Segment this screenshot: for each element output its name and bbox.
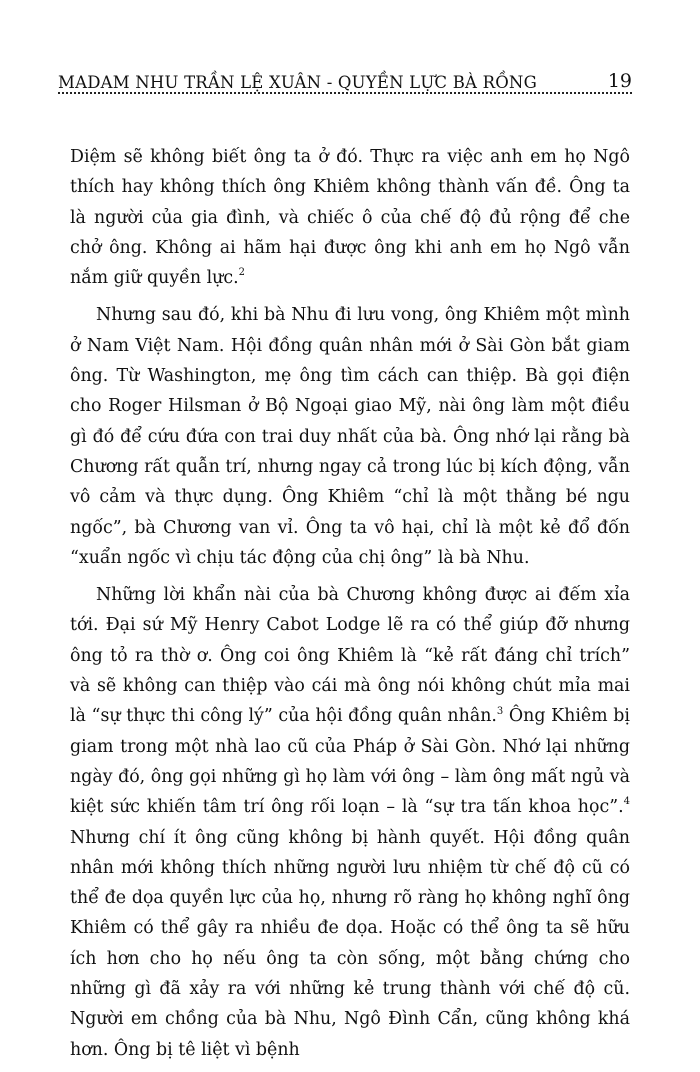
footnote-marker: 3 <box>496 705 504 717</box>
paragraph-text: Ông Khiêm bị giam trong một nhà lao cũ của Pháp ở Sài Gòn. Nhớ lại những ngày đó, ông gọi những gì họ làm với ông – làm ông mất ngủ và kiệt sức khiến tâm trí ông rối loạn – là “sự tra tấn khoa học”. <box>70 706 630 818</box>
footnote-marker: 4 <box>623 796 630 808</box>
paragraph-text: Nhưng sau đó, khi bà Nhu đi lưu vong, ông Khiêm một mình ở Nam Việt Nam. Hội đồng quân nhân mới ở Sài Gòn bắt giam ông. Từ Washington, mẹ ông tìm cách can thiệp. Bà gọi điện cho Roger Hilsman ở Bộ Ngoại giao Mỹ, nài ông làm một điều gì đó để cứu đứa con trai duy nhất của bà. Ông nhớ lại rằng bà Chương rất quẫn trí, nhưng ngay cả trong lúc bị kích động, vẫn vô cảm và thực dụng. Ông Khiêm “chỉ là một thằng bé ngu ngốc”, bà Chương van vỉ. Ông ta vô hại, chỉ là một kẻ đổ đốn “xuẩn ngốc vì chịu tác động của chị ông” là bà Nhu. <box>70 305 630 568</box>
paragraph-2 <box>70 300 630 573</box>
paragraph-text: Nhưng chí ít ông cũng không bị hành quyết. Hội đồng quân nhân mới không thích những người lưu nhiệm từ chế độ cũ có thể đe dọa quyền lực của họ, nhưng rõ ràng họ không nghĩ ông Khiêm có thể gây ra nhiều đe dọa. Hoặc có thể ông ta sẽ hữu ích hơn cho họ nếu ông ta còn sống, một bằng chứng cho những gì đã xảy ra với những kẻ trung thành với chế độ cũ. Người em chồng của bà Nhu, Ngô Đình Cẩn, cũng không khá hơn. Ông bị tê liệt vì bệnh <box>70 827 630 1060</box>
running-header-title: MADAM NHU TRẦN LỆ XUÂN - QUYỀN LỰC BÀ RỒNG <box>58 73 537 92</box>
paragraph-1 <box>70 142 630 293</box>
running-header <box>58 62 632 92</box>
paragraph-text: Những lời khẩn nài của bà Chương không được ai đếm xỉa tới. Đại sứ Mỹ Henry Cabot Lodge lẽ ra có thể giúp đỡ nhưng ông tỏ ra thờ ơ. Ông coi ông Khiêm là “kẻ rất đáng chỉ trích” và sẽ không can thiệp vào cái mà ông nói không chút mỉa mai là “sự thực thi công lý” của hội đồng quân nhân. <box>70 585 630 727</box>
page-number: 19 <box>607 70 632 92</box>
paragraph-3 <box>70 580 630 1065</box>
paragraph-text: Diệm sẽ không biết ông ta ở đó. Thực ra việc anh em họ Ngô thích hay không thích ông Khiêm không thành vấn đề. Ông ta là người của gia đình, và chiếc ô của chế độ đủ rộng để che chở ông. Không ai hãm hại được ông khi anh em họ Ngô vẫn nắm giữ quyền lực. <box>70 147 630 289</box>
footnote-marker: 2 <box>238 267 245 279</box>
body-text <box>70 142 630 1072</box>
header-dotted-rule <box>58 92 632 94</box>
